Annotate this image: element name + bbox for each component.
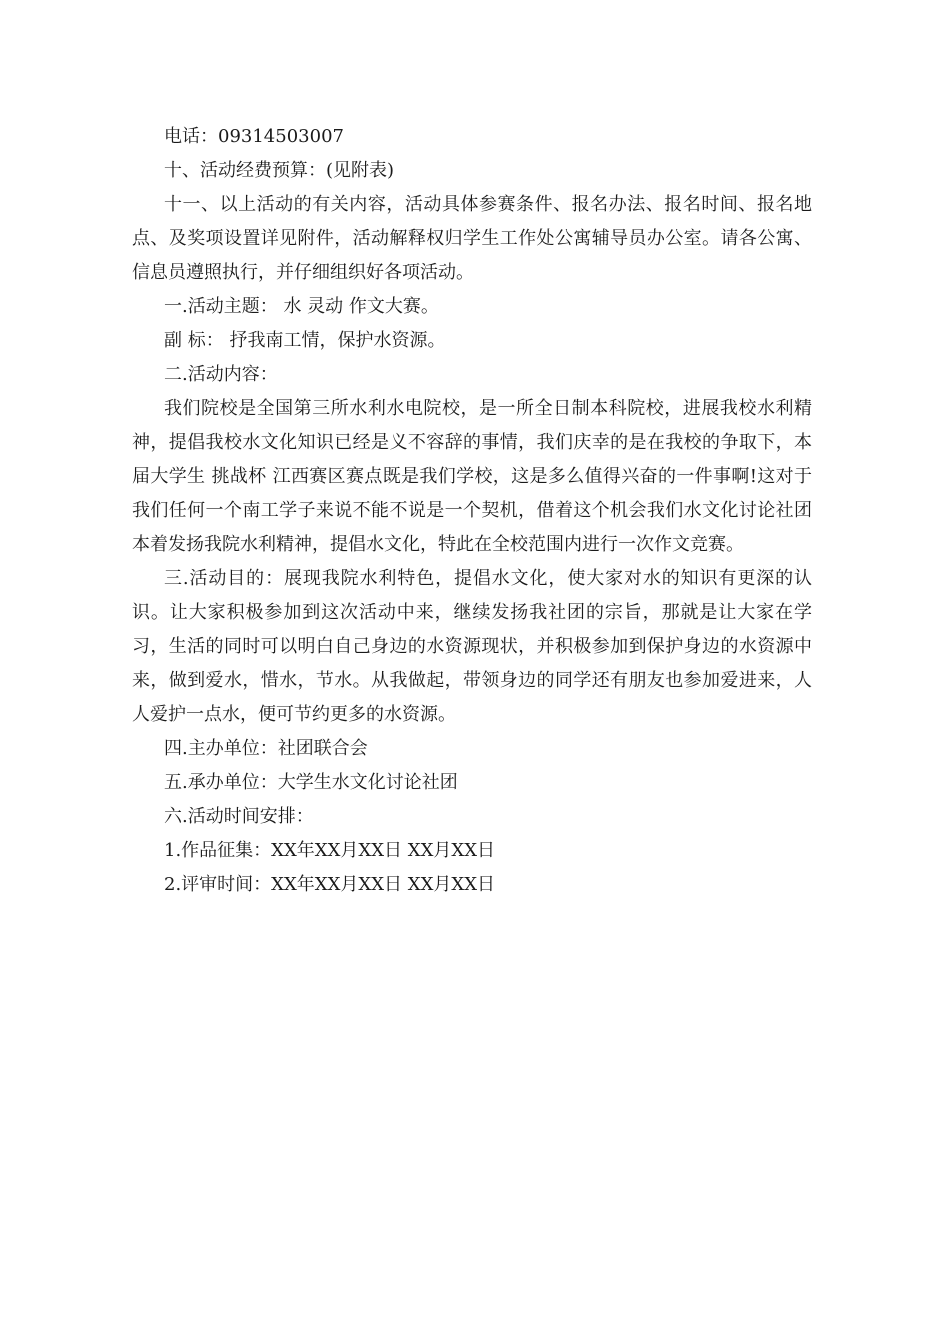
activity-content-heading: 二.活动内容： bbox=[164, 364, 278, 385]
undertaker-line: 五.承办单位：大学生水文化讨论社团 bbox=[164, 772, 458, 793]
budget-line: 十、活动经费预算：(见附表) bbox=[164, 160, 395, 181]
activity-subtitle: 副 标： 抒我南工情，保护水资源。 bbox=[164, 330, 446, 351]
schedule-item-collection: 1.作品征集：XX年XX月XX日 XX月XX日 bbox=[164, 840, 496, 861]
schedule-heading: 六.活动时间安排： bbox=[164, 806, 314, 827]
phone-line: 电话：09314503007 bbox=[164, 126, 344, 147]
activity-purpose-paragraph: 三.活动目的：展现我院水利特色，提倡水文化，使大家对水的知识有更深的认识。让大家积极参加到这次活动中来，继续发扬我社团的宗旨，那就是让大家在学习，生活的同时可以明白自己身边的水资源现状，并积极参加到保护身边的水资源中来，做到爱水，惜水，节水。从我做起，带领身边的同学还有朋友也参加爱进来，人人爱护一点水，便可节约更多的水资源。 bbox=[132, 568, 812, 725]
section-eleven-paragraph: 十一、以上活动的有关内容，活动具体参赛条件、报名办法、报名时间、报名地点、及奖项设置详见附件，活动解释权归学生工作处公寓辅导员办公室。请各公寓、信息员遵照执行，并仔细组织好各项活动。 bbox=[132, 194, 812, 283]
activity-content-paragraph: 我们院校是全国第三所水利水电院校，是一所全日制本科院校，进展我校水利精神，提倡我校水文化知识已经是义不容辞的事情，我们庆幸的是在我校的争取下，本届大学生 挑战杯 江西赛区赛点既是我们学校，这是多么值得兴奋的一件事啊!这对于我们任何一个南工学子来说不能不说是一个契机，借着这个机会我们水文化讨论社团本着发扬我院水利精神，提倡水文化，特此在全校范围内进行一次作文竞赛。 bbox=[132, 398, 812, 555]
document-body bbox=[132, 120, 812, 902]
schedule-item-review: 2.评审时间：XX年XX月XX日 XX月XX日 bbox=[164, 874, 496, 895]
activity-theme: 一.活动主题： 水 灵动 作文大赛。 bbox=[164, 296, 439, 317]
organizer-line: 四.主办单位：社团联合会 bbox=[164, 738, 368, 759]
